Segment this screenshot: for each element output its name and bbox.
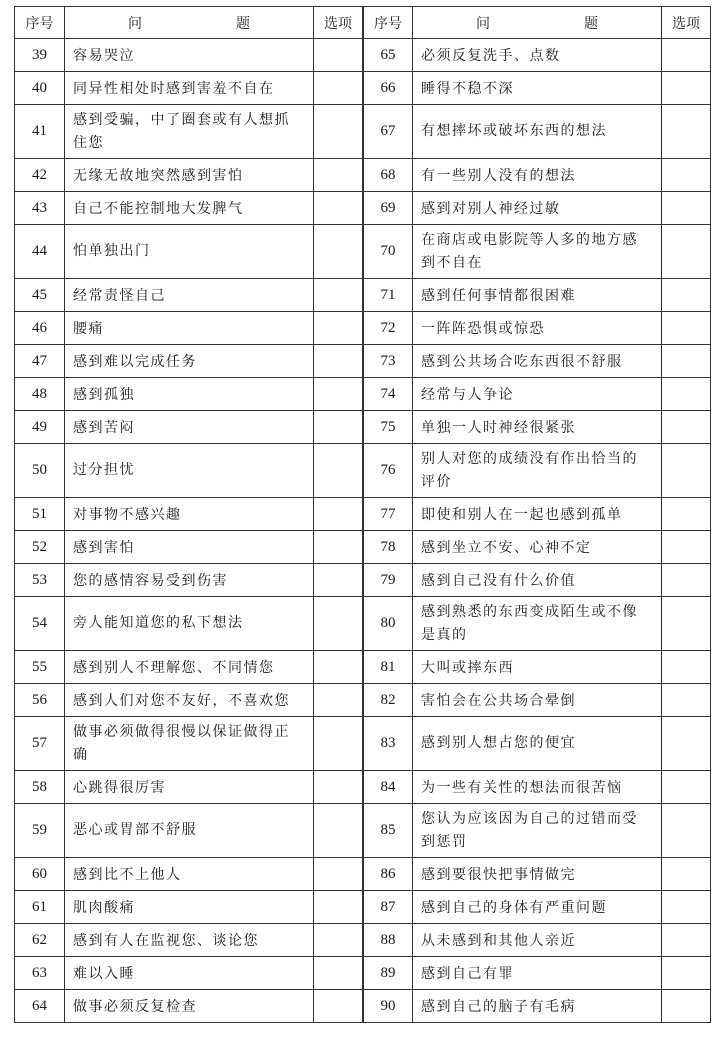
right-question-text: 一阵阵恐惧或惊恐 <box>413 312 662 345</box>
right-question-text: 感到对别人神经过敏 <box>413 192 662 225</box>
left-question-text: 感到比不上他人 <box>65 858 314 891</box>
left-option-answer-cell[interactable] <box>314 345 363 378</box>
right-question-number: 74 <box>364 378 413 411</box>
left-question-text: 心跳得很厉害 <box>65 771 314 804</box>
right-question-number: 87 <box>364 891 413 924</box>
right-question-text: 单独一人时神经很紧张 <box>413 411 662 444</box>
table-row <box>15 684 711 717</box>
left-question-number: 55 <box>15 651 65 684</box>
table-row <box>15 378 711 411</box>
right-question-text: 大叫或摔东西 <box>413 651 662 684</box>
left-question-number: 63 <box>15 957 65 990</box>
right-question-text: 有一些别人没有的想法 <box>413 159 662 192</box>
left-question-number: 51 <box>15 498 65 531</box>
left-question-number: 49 <box>15 411 65 444</box>
right-question-number: 73 <box>364 345 413 378</box>
right-question-number: 70 <box>364 225 413 279</box>
left-question-number: 64 <box>15 990 65 1023</box>
table-row <box>15 957 711 990</box>
left-question-number: 43 <box>15 192 65 225</box>
left-question-text: 做事必须反复检查 <box>65 990 314 1023</box>
right-question-text: 感到自己的身体有严重问题 <box>413 891 662 924</box>
right-option-answer-cell[interactable] <box>662 684 711 717</box>
right-question-number: 67 <box>364 105 413 159</box>
table-row <box>15 651 711 684</box>
right-question-number: 80 <box>364 597 413 651</box>
right-question-number: 85 <box>364 804 413 858</box>
left-question-text: 感到苦闷 <box>65 411 314 444</box>
table-row <box>15 498 711 531</box>
left-question-number: 53 <box>15 564 65 597</box>
left-question-number: 42 <box>15 159 65 192</box>
left-question-text: 感到人们对您不友好，不喜欢您 <box>65 684 314 717</box>
left-question-number: 46 <box>15 312 65 345</box>
table-row <box>15 312 711 345</box>
right-question-number: 84 <box>364 771 413 804</box>
right-option-answer-cell[interactable] <box>662 771 711 804</box>
left-question-number: 45 <box>15 279 65 312</box>
right-question-number: 71 <box>364 279 413 312</box>
right-question-text: 您认为应该因为自己的过错而受到惩罚 <box>413 804 662 858</box>
right-question-text: 感到熟悉的东西变成陌生或不像是真的 <box>413 597 662 651</box>
left-option-answer-cell[interactable] <box>314 597 363 651</box>
left-question-number: 61 <box>15 891 65 924</box>
right-option-answer-cell[interactable] <box>662 957 711 990</box>
right-option-answer-cell[interactable] <box>662 411 711 444</box>
right-question-text: 感到坐立不安、心神不定 <box>413 531 662 564</box>
left-question-text: 做事必须做得很慢以保证做得正确 <box>65 717 314 771</box>
right-option-answer-cell[interactable] <box>662 891 711 924</box>
header-number-left: 序号 <box>15 7 65 39</box>
header-option-right: 选项 <box>662 7 711 39</box>
table-row <box>15 771 711 804</box>
right-option-answer-cell[interactable] <box>662 105 711 159</box>
right-question-number: 75 <box>364 411 413 444</box>
left-option-answer-cell[interactable] <box>314 312 363 345</box>
left-question-text: 您的感情容易受到伤害 <box>65 564 314 597</box>
left-option-answer-cell[interactable] <box>314 804 363 858</box>
right-option-answer-cell[interactable] <box>662 531 711 564</box>
right-question-number: 69 <box>364 192 413 225</box>
right-question-number: 76 <box>364 444 413 498</box>
right-question-number: 68 <box>364 159 413 192</box>
left-option-answer-cell[interactable] <box>314 378 363 411</box>
left-question-number: 59 <box>15 804 65 858</box>
table-row <box>15 531 711 564</box>
right-question-text: 即使和别人在一起也感到孤单 <box>413 498 662 531</box>
right-option-answer-cell[interactable] <box>662 990 711 1023</box>
left-option-answer-cell[interactable] <box>314 858 363 891</box>
left-question-number: 48 <box>15 378 65 411</box>
left-question-number: 54 <box>15 597 65 651</box>
left-option-answer-cell[interactable] <box>314 957 363 990</box>
left-question-text: 感到别人不理解您、不同情您 <box>65 651 314 684</box>
left-question-number: 62 <box>15 924 65 957</box>
left-question-number: 39 <box>15 39 65 72</box>
right-question-number: 77 <box>364 498 413 531</box>
left-question-text: 感到受骗，中了圈套或有人想抓住您 <box>65 105 314 159</box>
left-question-text: 对事物不感兴趣 <box>65 498 314 531</box>
right-option-answer-cell[interactable] <box>662 597 711 651</box>
right-question-text: 感到自己有罪 <box>413 957 662 990</box>
right-option-answer-cell[interactable] <box>662 444 711 498</box>
left-option-answer-cell[interactable] <box>314 39 363 72</box>
table-row <box>15 105 711 159</box>
table-row <box>15 990 711 1023</box>
table-row <box>15 804 711 858</box>
right-option-answer-cell[interactable] <box>662 159 711 192</box>
left-question-text: 腰痛 <box>65 312 314 345</box>
table-row <box>15 717 711 771</box>
left-option-answer-cell[interactable] <box>314 159 363 192</box>
right-option-answer-cell[interactable] <box>662 651 711 684</box>
right-question-number: 82 <box>364 684 413 717</box>
left-option-answer-cell[interactable] <box>314 531 363 564</box>
left-question-number: 57 <box>15 717 65 771</box>
right-question-text: 别人对您的成绩没有作出恰当的评价 <box>413 444 662 498</box>
left-question-text: 过分担忧 <box>65 444 314 498</box>
right-question-text: 感到自己没有什么价值 <box>413 564 662 597</box>
left-option-answer-cell[interactable] <box>314 651 363 684</box>
right-question-text: 有想摔坏或破坏东西的想法 <box>413 105 662 159</box>
table-row <box>15 279 711 312</box>
table-row <box>15 564 711 597</box>
right-question-number: 79 <box>364 564 413 597</box>
right-question-text: 感到公共场合吃东西很不舒服 <box>413 345 662 378</box>
right-option-answer-cell[interactable] <box>662 345 711 378</box>
left-question-number: 47 <box>15 345 65 378</box>
right-option-answer-cell[interactable] <box>662 225 711 279</box>
table-row <box>15 858 711 891</box>
left-option-answer-cell[interactable] <box>314 498 363 531</box>
header-number-right: 序号 <box>364 7 413 39</box>
table-row <box>15 192 711 225</box>
left-option-answer-cell[interactable] <box>314 717 363 771</box>
right-option-answer-cell[interactable] <box>662 498 711 531</box>
left-question-number: 56 <box>15 684 65 717</box>
left-question-text: 肌肉酸痛 <box>65 891 314 924</box>
right-question-text: 害怕会在公共场合晕倒 <box>413 684 662 717</box>
left-question-text: 感到害怕 <box>65 531 314 564</box>
right-option-answer-cell[interactable] <box>662 804 711 858</box>
table-row <box>15 924 711 957</box>
right-question-text: 感到要很快把事情做完 <box>413 858 662 891</box>
header-question-right: 问 题 <box>413 7 662 39</box>
left-question-number: 58 <box>15 771 65 804</box>
left-question-number: 52 <box>15 531 65 564</box>
left-option-answer-cell[interactable] <box>314 990 363 1023</box>
right-question-text: 感到自己的脑子有毛病 <box>413 990 662 1023</box>
left-option-answer-cell[interactable] <box>314 279 363 312</box>
table-row <box>15 39 711 72</box>
left-question-number: 40 <box>15 72 65 105</box>
right-option-answer-cell[interactable] <box>662 564 711 597</box>
left-question-number: 50 <box>15 444 65 498</box>
left-question-text: 感到难以完成任务 <box>65 345 314 378</box>
right-question-number: 86 <box>364 858 413 891</box>
right-question-text: 必须反复洗手、点数 <box>413 39 662 72</box>
left-question-text: 自己不能控制地大发脾气 <box>65 192 314 225</box>
left-option-answer-cell[interactable] <box>314 564 363 597</box>
left-question-text: 恶心或胃部不舒服 <box>65 804 314 858</box>
header-option-left: 选项 <box>314 7 363 39</box>
left-option-answer-cell[interactable] <box>314 891 363 924</box>
right-option-answer-cell[interactable] <box>662 72 711 105</box>
table-row <box>15 411 711 444</box>
left-option-answer-cell[interactable] <box>314 72 363 105</box>
right-question-number: 81 <box>364 651 413 684</box>
right-option-answer-cell[interactable] <box>662 192 711 225</box>
table-row <box>15 597 711 651</box>
symptom-questionnaire-table <box>14 6 711 1023</box>
left-option-answer-cell[interactable] <box>314 105 363 159</box>
left-question-number: 60 <box>15 858 65 891</box>
right-question-text: 感到任何事情都很困难 <box>413 279 662 312</box>
right-question-number: 90 <box>364 990 413 1023</box>
left-question-text: 容易哭泣 <box>65 39 314 72</box>
left-question-number: 44 <box>15 225 65 279</box>
left-option-answer-cell[interactable] <box>314 225 363 279</box>
table-row <box>15 225 711 279</box>
header-question-left: 问 题 <box>65 7 314 39</box>
table-row <box>15 159 711 192</box>
left-question-text: 怕单独出门 <box>65 225 314 279</box>
left-option-answer-cell[interactable] <box>314 444 363 498</box>
right-option-answer-cell[interactable] <box>662 312 711 345</box>
table-row <box>15 444 711 498</box>
right-option-answer-cell[interactable] <box>662 279 711 312</box>
left-option-answer-cell[interactable] <box>314 924 363 957</box>
left-question-text: 感到孤独 <box>65 378 314 411</box>
table-header-row <box>15 7 711 39</box>
right-question-text: 在商店或电影院等人多的地方感到不自在 <box>413 225 662 279</box>
right-option-answer-cell[interactable] <box>662 717 711 771</box>
left-question-text: 感到有人在监视您、谈论您 <box>65 924 314 957</box>
right-question-text: 从未感到和其他人亲近 <box>413 924 662 957</box>
left-question-text: 经常责怪自己 <box>65 279 314 312</box>
right-question-number: 78 <box>364 531 413 564</box>
left-option-answer-cell[interactable] <box>314 411 363 444</box>
right-option-answer-cell[interactable] <box>662 858 711 891</box>
left-option-answer-cell[interactable] <box>314 192 363 225</box>
question-rows <box>15 39 711 1023</box>
right-question-text: 为一些有关性的想法而很苦恼 <box>413 771 662 804</box>
right-option-answer-cell[interactable] <box>662 39 711 72</box>
left-question-number: 41 <box>15 105 65 159</box>
table-row <box>15 891 711 924</box>
right-question-number: 83 <box>364 717 413 771</box>
left-option-answer-cell[interactable] <box>314 771 363 804</box>
right-question-text: 经常与人争论 <box>413 378 662 411</box>
left-question-text: 无缘无故地突然感到害怕 <box>65 159 314 192</box>
left-question-text: 同异性相处时感到害羞不自在 <box>65 72 314 105</box>
left-question-text: 难以入睡 <box>65 957 314 990</box>
right-option-answer-cell[interactable] <box>662 924 711 957</box>
right-question-text: 睡得不稳不深 <box>413 72 662 105</box>
right-question-number: 65 <box>364 39 413 72</box>
table-row <box>15 345 711 378</box>
table-row <box>15 72 711 105</box>
right-option-answer-cell[interactable] <box>662 378 711 411</box>
left-option-answer-cell[interactable] <box>314 684 363 717</box>
right-question-number: 89 <box>364 957 413 990</box>
right-question-text: 感到别人想占您的便宜 <box>413 717 662 771</box>
right-question-number: 88 <box>364 924 413 957</box>
right-question-number: 66 <box>364 72 413 105</box>
right-question-number: 72 <box>364 312 413 345</box>
left-question-text: 旁人能知道您的私下想法 <box>65 597 314 651</box>
